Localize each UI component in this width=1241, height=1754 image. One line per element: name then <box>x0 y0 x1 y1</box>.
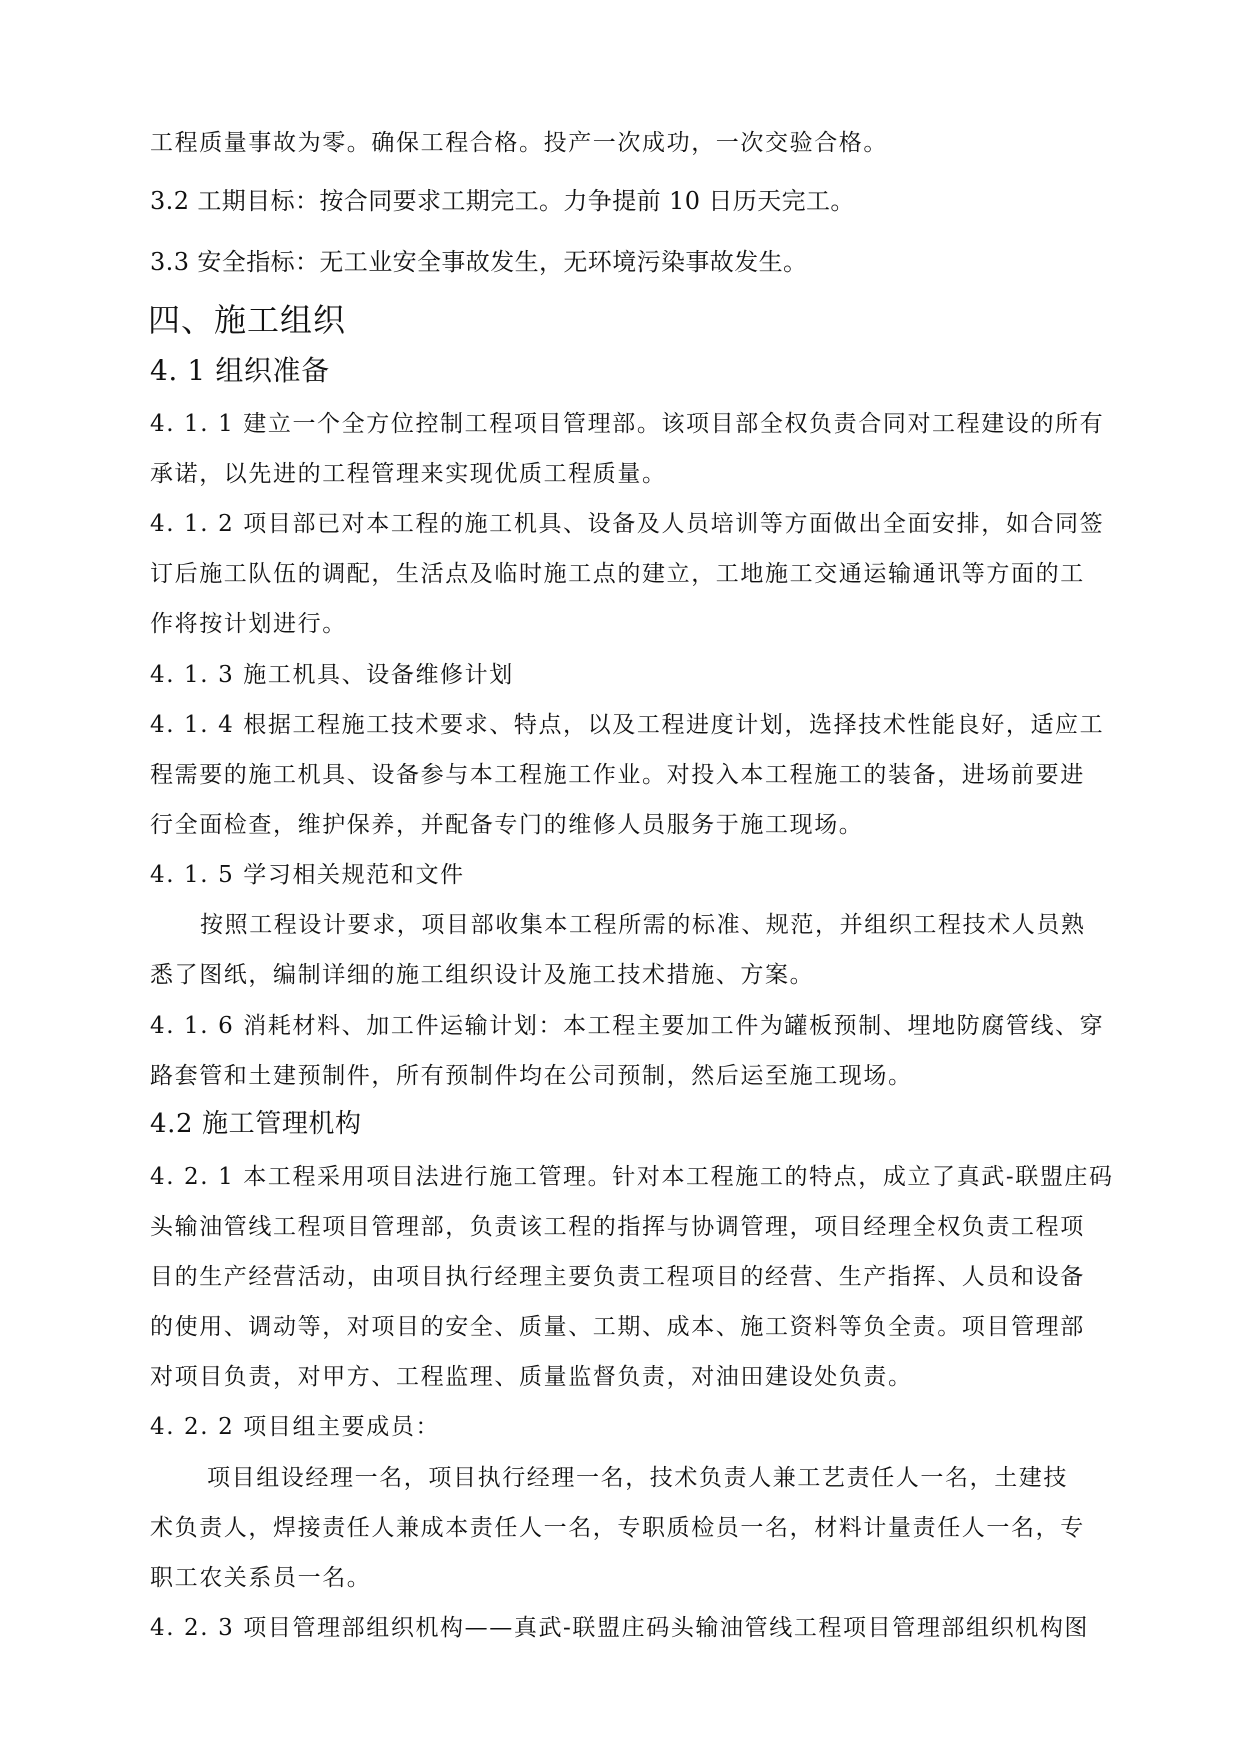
paragraph-line: 4. 2. 2 项目组主要成员： <box>150 1414 441 1440</box>
paragraph-line: 4. 1. 4 根据工程施工技术要求、特点，以及工程进度计划，选择技术性能良好，适应工 <box>150 712 1105 738</box>
section-4-1-heading: 4. 1 组织准备 <box>150 354 330 387</box>
paragraph-line: 职工农关系员一名。 <box>150 1565 372 1591</box>
paragraph-line: 工程质量事故为零。确保工程合格。投产一次成功，一次交验合格。 <box>150 130 888 156</box>
paragraph-line: 4. 1. 1 建立一个全方位控制工程项目管理部。该项目部全权负责合同对工程建设的所有 <box>150 411 1105 437</box>
paragraph-line: 订后施工队伍的调配，生活点及临时施工点的建立，工地施工交通运输通讯等方面的工 <box>150 561 1085 587</box>
paragraph-line: 行全面检查，维护保养，并配备专门的维修人员服务于施工现场。 <box>150 812 864 838</box>
paragraph-line: 路套管和土建预制件，所有预制件均在公司预制，然后运至施工现场。 <box>150 1063 913 1089</box>
paragraph-line: 4. 2. 1 本工程采用项目法进行施工管理。针对本工程施工的特点，成立了真武-联盟庄码 <box>150 1164 1114 1190</box>
section-3-3-safety-target: 3.3 安全指标：无工业安全事故发生，无环境污染事故发生。 <box>150 248 808 276</box>
chapter-4-heading: 四、施工组织 <box>148 301 347 339</box>
paragraph-line: 程需要的施工机具、设备参与本工程施工作业。对投入本工程施工的装备，进场前要进 <box>150 762 1085 788</box>
paragraph-line: 术负责人，焊接责任人兼成本责任人一名，专职质检员一名，材料计量责任人一名，专 <box>150 1515 1085 1541</box>
paragraph-line: 头输油管线工程项目管理部，负责该工程的指挥与协调管理，项目经理全权负责工程项 <box>150 1214 1085 1240</box>
paragraph-line: 4. 1. 5 学习相关规范和文件 <box>150 862 465 888</box>
paragraph-line: 项目组设经理一名，项目执行经理一名，技术负责人兼工艺责任人一名，土建技 <box>207 1465 1068 1491</box>
paragraph-line: 承诺，以先进的工程管理来实现优质工程质量。 <box>150 461 667 487</box>
paragraph-line: 按照工程设计要求，项目部收集本工程所需的标准、规范，并组织工程技术人员熟 <box>200 912 1086 938</box>
section-3-2-schedule-target: 3.2 工期目标：按合同要求工期完工。力争提前 10 日历天完工。 <box>150 187 855 215</box>
paragraph-line: 对项目负责，对甲方、工程监理、质量监督负责，对油田建设处负责。 <box>150 1364 913 1390</box>
paragraph-line: 悉了图纸，编制详细的施工组织设计及施工技术措施、方案。 <box>150 962 815 988</box>
paragraph-line: 目的生产经营活动，由项目执行经理主要负责工程项目的经营、生产指挥、人员和设备 <box>150 1264 1085 1290</box>
paragraph-line: 4. 1. 6 消耗材料、加工件运输计划：本工程主要加工件为罐板预制、埋地防腐管线、穿 <box>150 1013 1105 1039</box>
paragraph-line: 4. 2. 3 项目管理部组织机构——真武-联盟庄码头输油管线工程项目管理部组织机构图 <box>150 1615 1090 1641</box>
paragraph-line: 的使用、调动等，对项目的安全、质量、工期、成本、施工资料等负全责。项目管理部 <box>150 1314 1085 1340</box>
paragraph-line: 4. 1. 3 施工机具、设备维修计划 <box>150 662 514 688</box>
paragraph-line: 4. 1. 2 项目部已对本工程的施工机具、设备及人员培训等方面做出全面安排，如合同签 <box>150 511 1105 537</box>
section-4-2-heading: 4.2 施工管理机构 <box>150 1109 362 1139</box>
paragraph-line: 作将按计划进行。 <box>150 611 347 637</box>
